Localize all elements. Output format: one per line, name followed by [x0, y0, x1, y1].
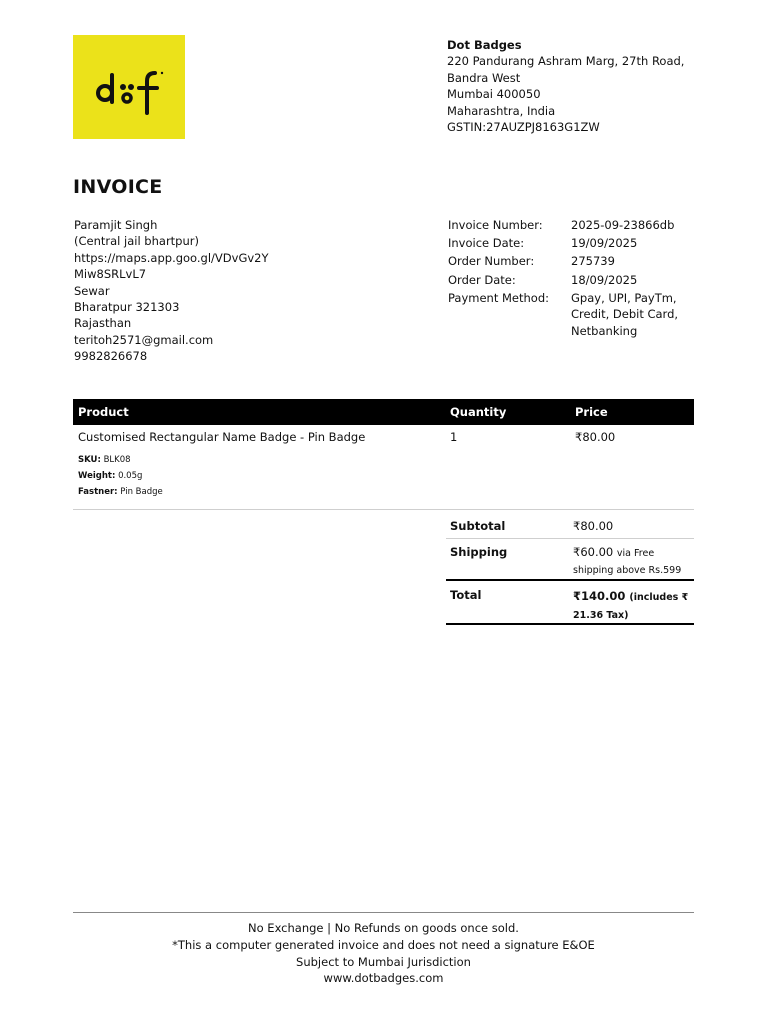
- header-product: Product: [78, 405, 129, 419]
- customer-line: https://maps.app.goo.gl/VDvGv2Y: [74, 250, 269, 265]
- items-table: [73, 399, 694, 510]
- invoice-meta: [448, 217, 695, 341]
- item-name: Customised Rectangular Name Badge - Pin Badge: [78, 430, 366, 444]
- header-price: Price: [575, 405, 608, 419]
- shipping-value: ₹60.00: [573, 545, 614, 559]
- item-fastner: [78, 484, 694, 500]
- sku-label: SKU:: [78, 455, 101, 465]
- totals-table: [446, 514, 694, 625]
- footer-jurisdiction: Subject to Mumbai Jurisdiction: [296, 954, 471, 969]
- shipping-value-cell: [570, 545, 694, 579]
- meta-label: Invoice Date:: [448, 236, 525, 251]
- meta-label: Order Number:: [448, 254, 535, 269]
- company-address-line: Mumbai 400050: [447, 87, 541, 102]
- shipping-note: via Free shipping above Rs.599: [573, 548, 682, 576]
- fastner-label: Fastner:: [78, 487, 118, 497]
- total-row: [446, 581, 694, 625]
- invoice-title: INVOICE: [73, 176, 163, 198]
- meta-row-payment-method: [448, 290, 695, 339]
- meta-value: 275739: [571, 254, 615, 269]
- meta-label: Order Date:: [448, 272, 516, 287]
- customer-phone: 9982826678: [74, 349, 148, 364]
- meta-row-order-number: [448, 253, 695, 269]
- meta-value: 2025-09-23866db: [571, 218, 675, 232]
- meta-row-invoice-number: [448, 217, 695, 233]
- company-logo: [73, 35, 185, 139]
- meta-label: Payment Method:: [448, 290, 550, 305]
- customer-line: Sewar: [74, 283, 110, 298]
- meta-row-order-date: [448, 272, 695, 288]
- meta-value: 18/09/2025: [571, 272, 638, 287]
- meta-label: Invoice Number:: [448, 218, 543, 232]
- table-header: [73, 399, 694, 425]
- fastner-value: Pin Badge: [120, 487, 163, 497]
- meta-value: 19/09/2025: [571, 236, 638, 251]
- customer-line: Miw8SRLvL7: [74, 267, 147, 282]
- customer-address: [74, 217, 269, 365]
- customer-line: Rajasthan: [74, 316, 132, 331]
- dot-logo-icon: [73, 35, 185, 139]
- subtotal-row: [446, 514, 694, 539]
- customer-line: (Central jail bhartpur): [74, 234, 199, 249]
- item-sku: [78, 452, 694, 468]
- weight-value: 0.05g: [118, 471, 143, 481]
- company-address-line: Bandra West: [447, 70, 521, 85]
- footer: [73, 912, 694, 987]
- total-label: Total: [450, 588, 482, 602]
- meta-value: Gpay, UPI, PayTm, Credit, Debit Card, Netbanking: [571, 290, 679, 338]
- weight-label: Weight:: [78, 471, 116, 481]
- customer-email: teritoh2571@gmail.com: [74, 332, 214, 347]
- table-divider: [73, 509, 694, 510]
- total-value: ₹140.00: [573, 589, 626, 603]
- company-gstin: GSTIN:27AUZPJ8163G1ZW: [447, 120, 600, 135]
- item-price: ₹80.00: [575, 430, 616, 444]
- company-info: [447, 37, 684, 135]
- footer-disclaimer: *This a computer generated invoice and does not need a signature E&OE: [172, 937, 595, 952]
- customer-name: Paramjit Singh: [74, 218, 158, 232]
- shipping-label: Shipping: [450, 545, 508, 559]
- footer-policy: No Exchange | No Refunds on goods once sold.: [248, 921, 519, 935]
- subtotal-label: Subtotal: [450, 519, 506, 533]
- table-row: [73, 425, 694, 444]
- subtotal-value: ₹80.00: [573, 519, 614, 533]
- company-name: Dot Badges: [447, 38, 522, 52]
- total-value-cell: [570, 588, 694, 623]
- company-address-line: 220 Pandurang Ashram Marg, 27th Road,: [447, 54, 685, 69]
- company-address-line: Maharashtra, India: [447, 103, 556, 118]
- item-quantity: 1: [450, 430, 458, 444]
- customer-line: Bharatpur 321303: [74, 300, 180, 315]
- item-weight: [78, 468, 694, 484]
- total-tax-note: (includes ₹ 21.36 Tax): [573, 592, 689, 621]
- header-quantity: Quantity: [450, 405, 507, 419]
- shipping-row: [446, 539, 694, 581]
- item-attributes: [73, 452, 694, 500]
- meta-row-invoice-date: [448, 235, 695, 251]
- sku-value: BLK08: [103, 455, 131, 465]
- footer-website: www.dotbadges.com: [323, 971, 444, 986]
